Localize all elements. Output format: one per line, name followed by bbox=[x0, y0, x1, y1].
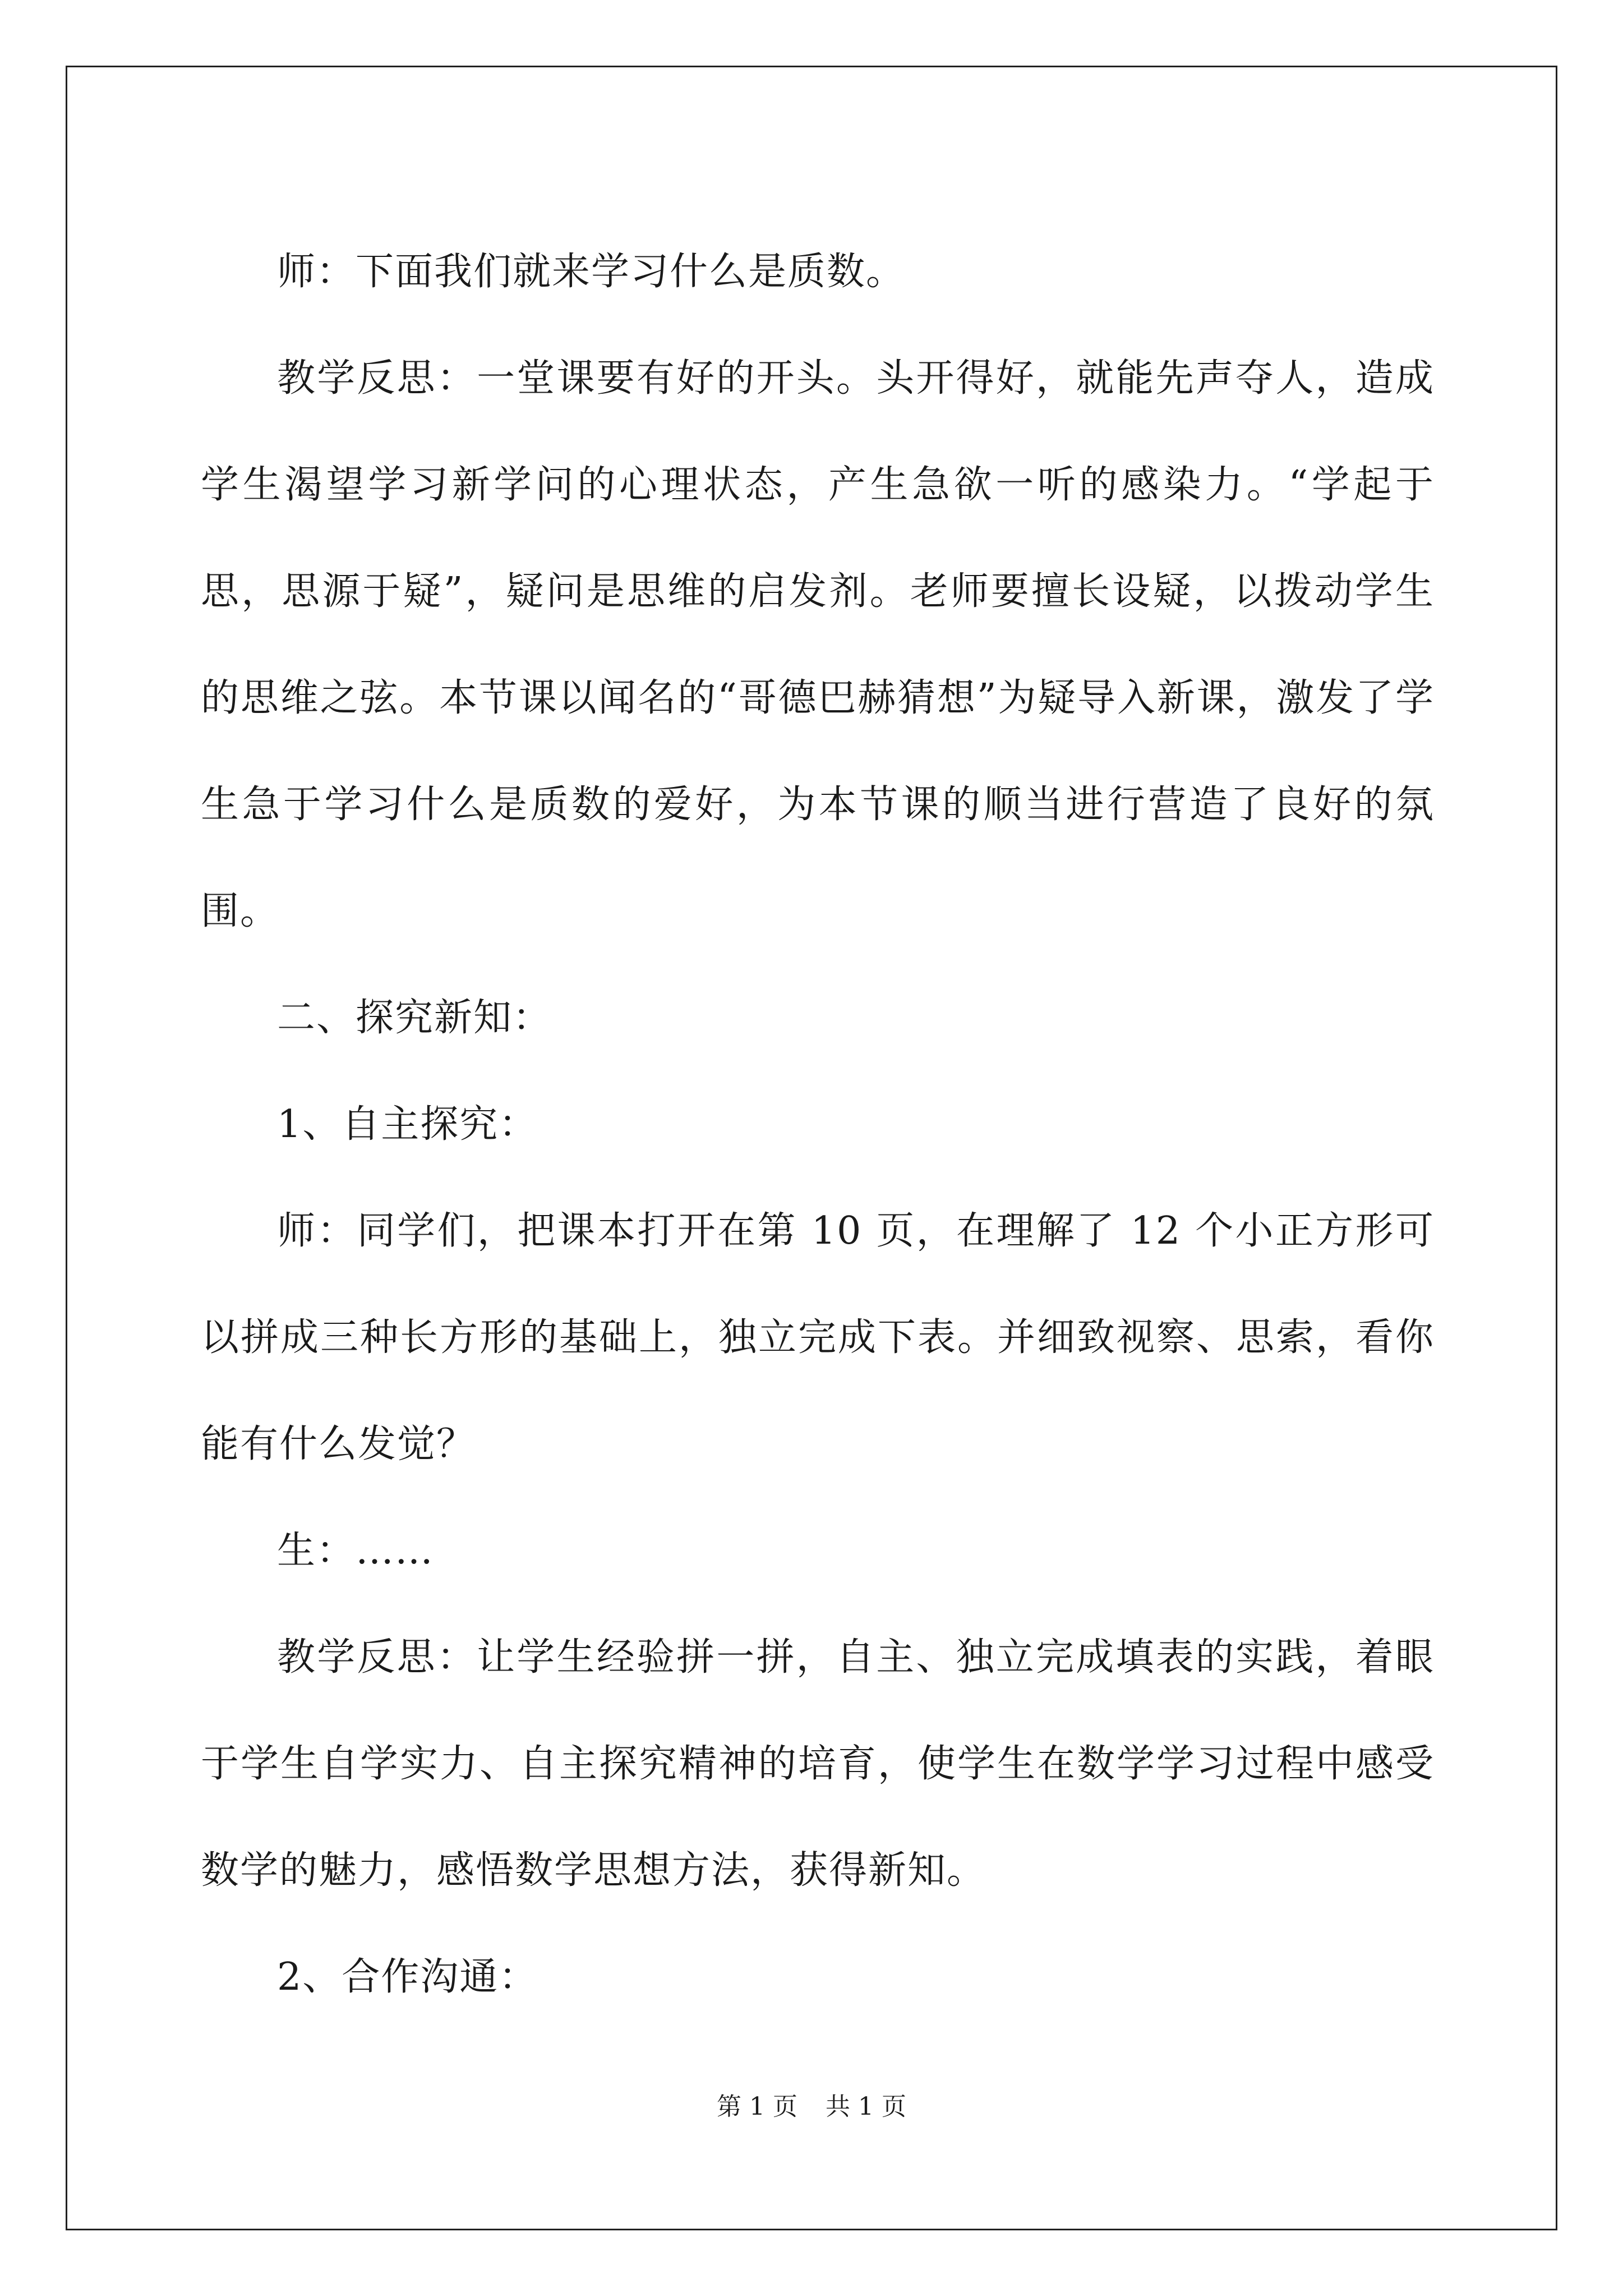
document-body bbox=[201, 219, 1435, 2031]
subsection-heading-self-explore: 1、自主探究： bbox=[277, 1102, 538, 1147]
section-heading-explore: 二、探究新知： bbox=[277, 996, 552, 1040]
page-number: 第 1 页 bbox=[717, 2092, 797, 2121]
paragraph-teacher-intro: 师：下面我们就来学习什么是质数。 bbox=[277, 250, 906, 294]
paragraph-reflection-1: 教学反思：一堂课要有好的开头。头开得好，就能先声夺人，造成学生渴望学习新学问的心理状态，产生急欲一听的感染力。“学起于思，思源于疑”，疑问是思维的启发剂。老师要擅长设疑，以拨动学生的思维之弦。本节课以闻名的“哥德巴赫猜想”为疑导入新课，激发了学生急于学习什么是质数的爱好，为本节课的顺当进行营造了良好的氛围。 bbox=[201, 356, 1435, 933]
paragraph-teacher-task: 师：同学们，把课本打开在第 10 页，在理解了 12 个小正方形可以拼成三种长方形的基础上，独立完成下表。并细致视察、思索，看你能有什么发觉？ bbox=[201, 1209, 1435, 1466]
paragraph-student-response: 生：…… bbox=[277, 1529, 435, 1573]
subsection-heading-cooperation: 2、合作沟通： bbox=[277, 1955, 538, 1999]
page-total: 共 1 页 bbox=[826, 2092, 906, 2121]
page-footer bbox=[0, 2090, 1623, 2124]
paragraph-reflection-2: 教学反思：让学生经验拼一拼，自主、独立完成填表的实践，着眼于学生自学实力、自主探究精神的培育，使学生在数学学习过程中感受数学的魅力，感悟数学思想方法，获得新知。 bbox=[201, 1635, 1435, 1893]
